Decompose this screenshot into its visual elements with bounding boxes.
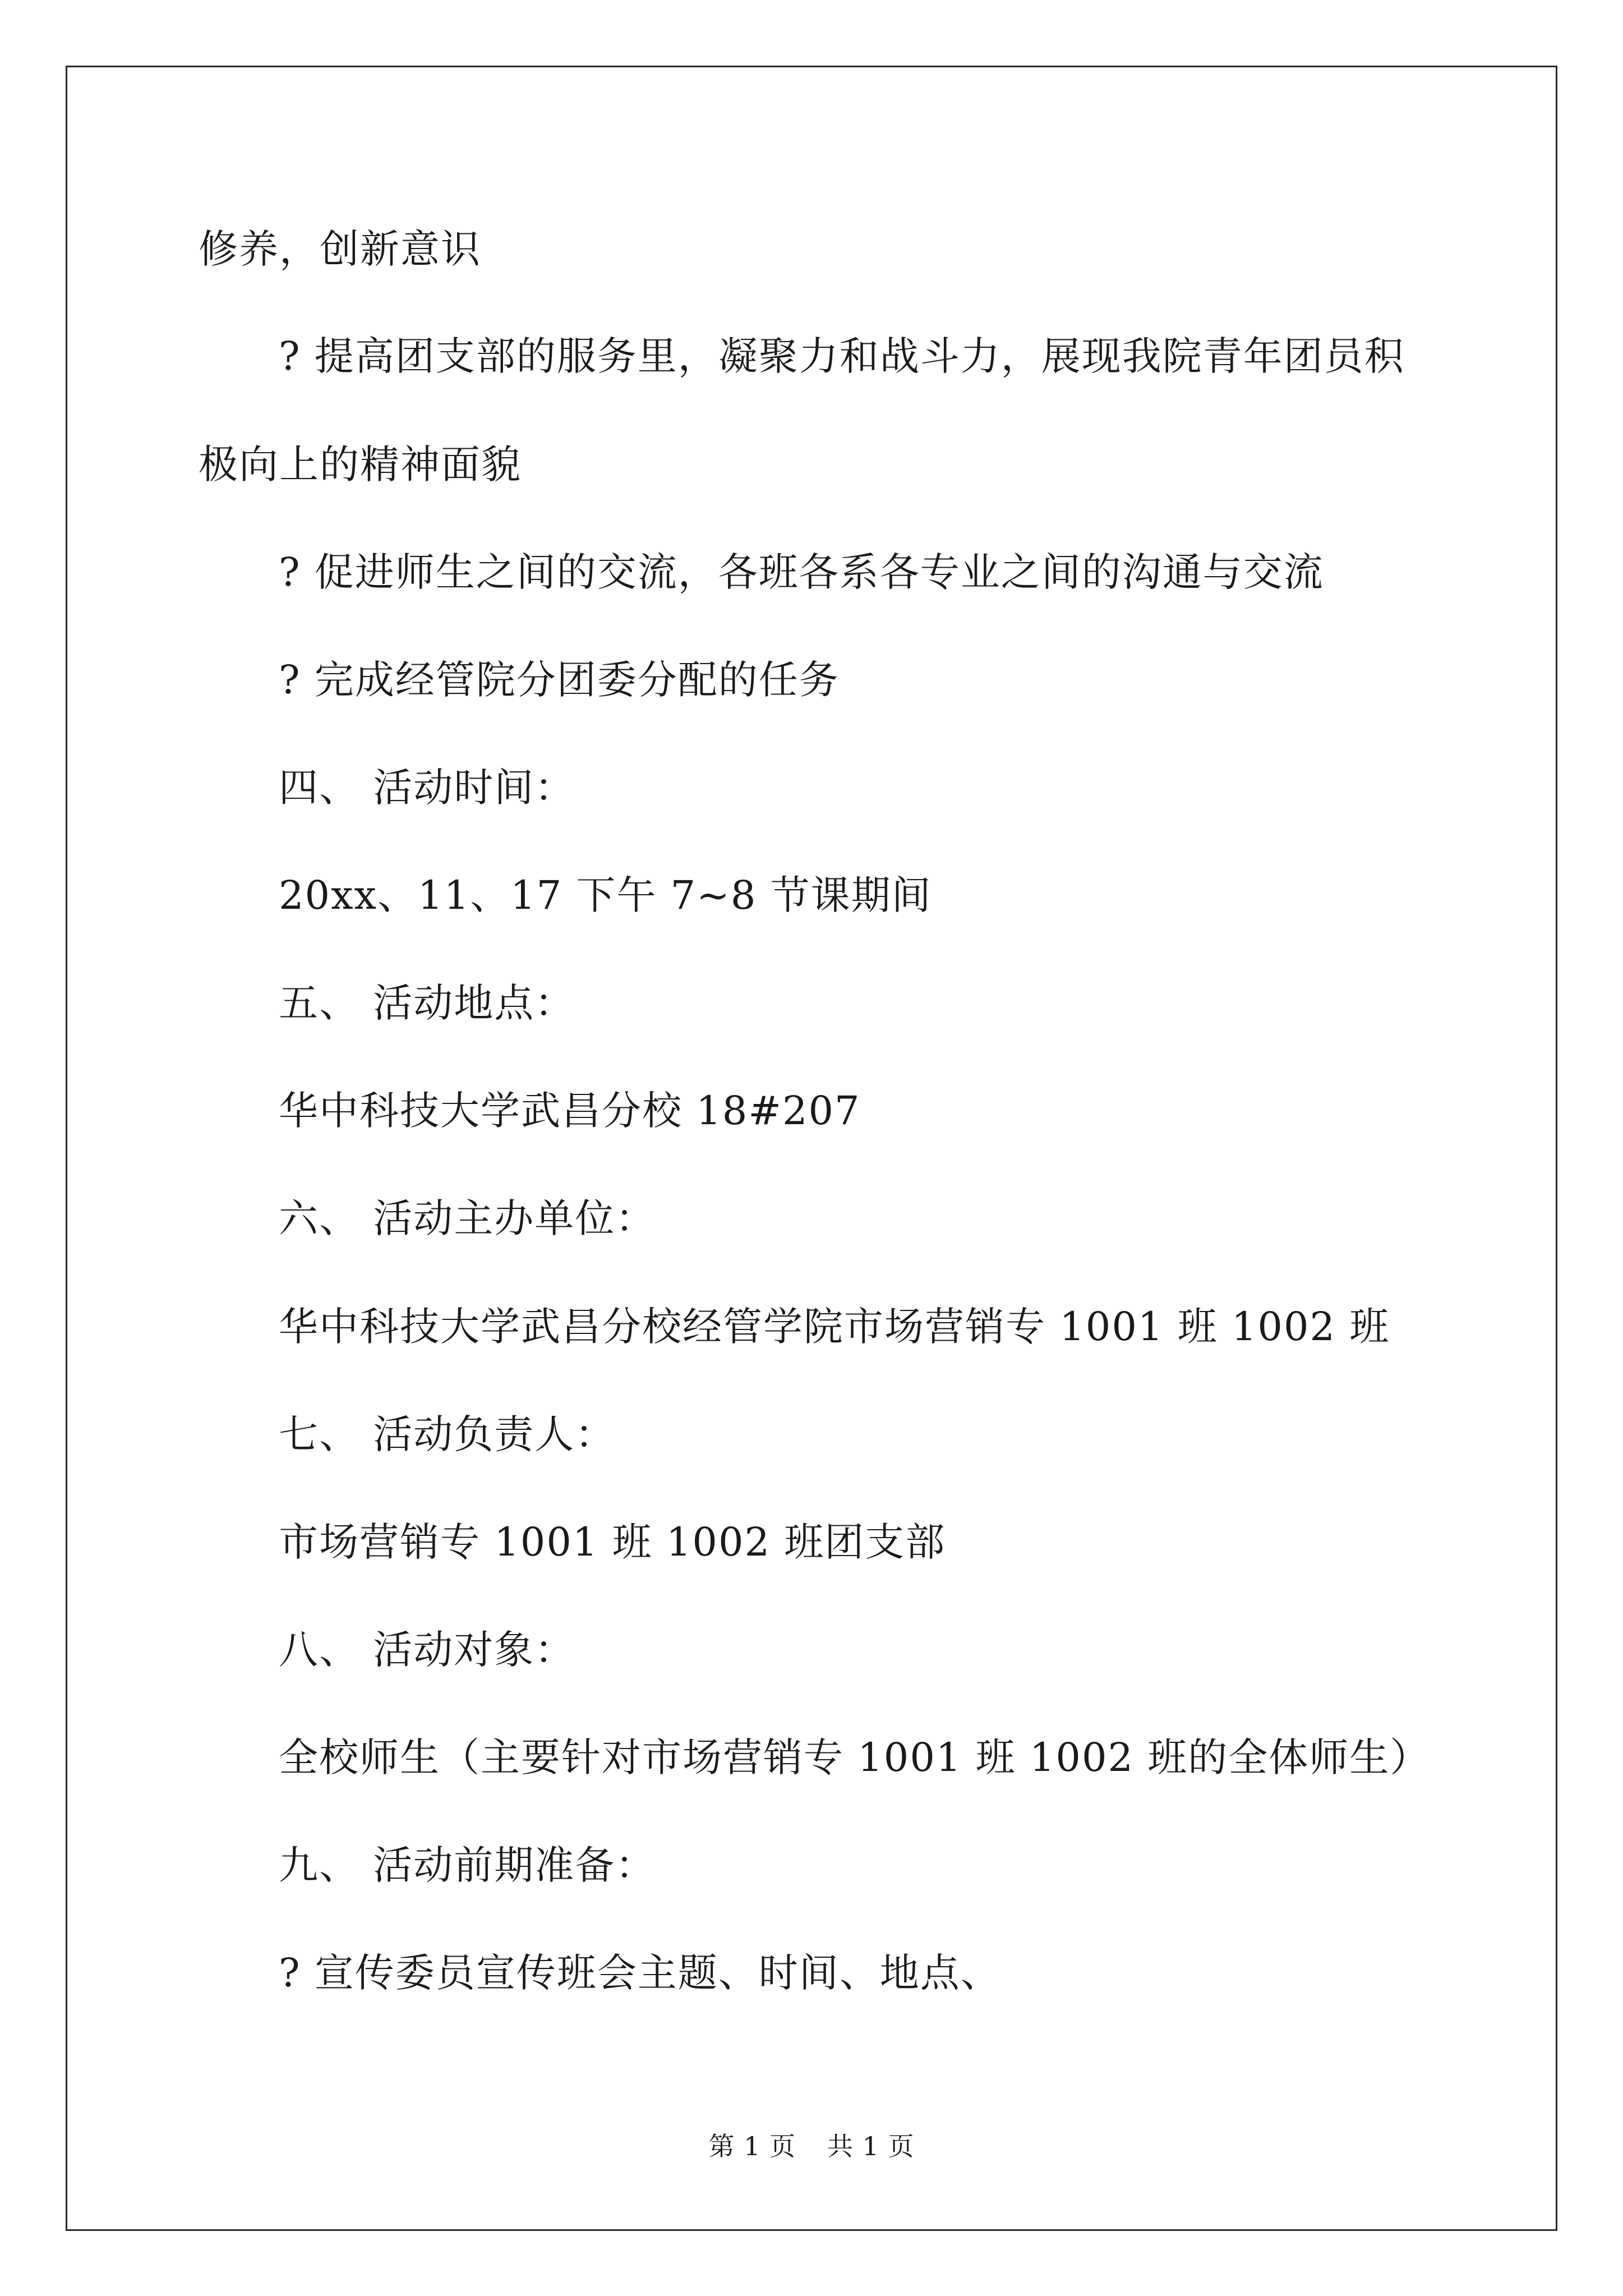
page-footer — [0, 2129, 1623, 2163]
bullet-line: ? 提高团支部的服务里，凝聚力和战斗力，展现我院青年团员积 — [279, 333, 1405, 379]
text-line: 极向上的精神面貌 — [199, 441, 522, 487]
text-line: 市场营销专 1001 班 1002 班团支部 — [279, 1519, 946, 1565]
text-line: 20xx、11、17 下午 7~8 节课期间 — [279, 872, 932, 918]
page-number: 第 1 页 — [708, 2131, 796, 2161]
text-line: 全校师生（主要针对市场营销专 1001 班 1002 班的全体师生） — [279, 1734, 1431, 1780]
bullet-line: ? 宣传委员宣传班会主题、时间、地点、 — [279, 1950, 1001, 1996]
page-total: 共 1 页 — [827, 2131, 915, 2161]
section-heading: 五、 活动地点： — [279, 980, 575, 1026]
section-heading: 四、 活动时间： — [279, 765, 575, 811]
section-heading: 八、 活动对象： — [279, 1627, 575, 1673]
section-heading: 七、 活动负责人： — [279, 1411, 616, 1457]
bullet-line: ? 完成经管院分团委分配的任务 — [279, 657, 840, 703]
page-border — [66, 66, 1557, 2231]
bullet-line: ? 促进师生之间的交流，各班各系各专业之间的沟通与交流 — [279, 549, 1324, 595]
text-line: 华中科技大学武昌分校 18#207 — [279, 1088, 861, 1134]
section-heading: 六、 活动主办单位： — [279, 1195, 656, 1241]
text-line: 华中科技大学武昌分校经管学院市场营销专 1001 班 1002 班 — [279, 1304, 1390, 1350]
section-heading: 九、 活动前期准备： — [279, 1842, 656, 1888]
text-line: 修养，创新意识 — [199, 226, 481, 272]
